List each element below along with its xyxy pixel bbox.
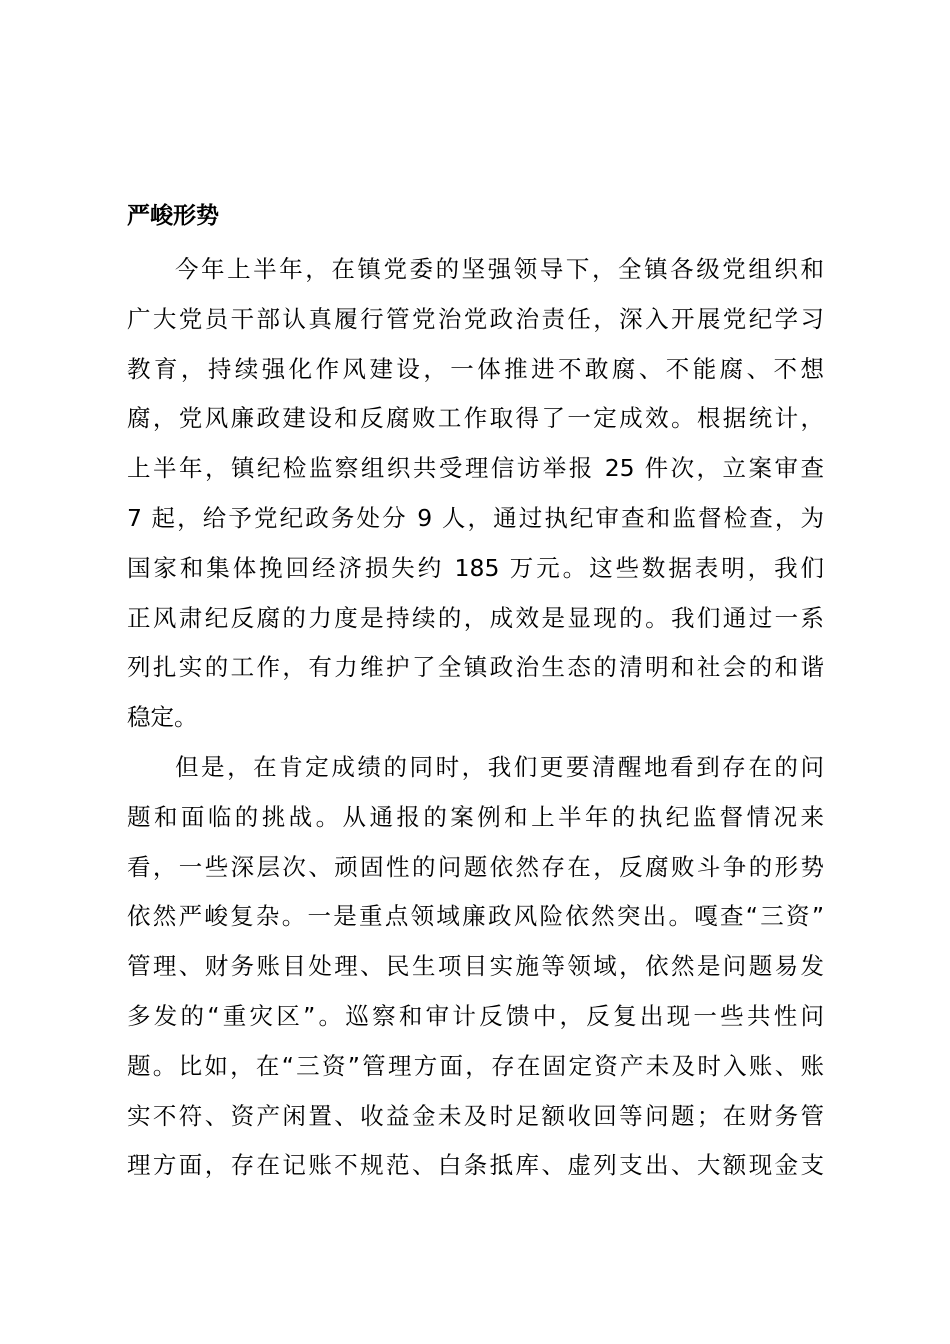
text-line: 教育，持续强化作风建设，一体推进不敢腐、不能腐、不想 [127, 354, 824, 383]
paragraph-1 [127, 245, 824, 743]
text-line: 今年上半年，在镇党委的坚强领导下，全镇各级党组织和 [175, 255, 824, 283]
text-line: 广大党员干部认真履行管党治党政治责任，深入开展党纪学习 [127, 304, 824, 333]
text-line: 管理、财务账目处理、民生项目实施等领域，依然是问题易发 [127, 952, 824, 981]
text-line: 腐，党风廉政建设和反腐败工作取得了一定成效。根据统计， [127, 404, 824, 433]
text-line: 实不符、资产闲置、收益金未及时足额收回等问题；在财务管 [127, 1101, 824, 1130]
paragraph-2 [127, 743, 824, 1191]
text-line: 正风肃纪反腐的力度是持续的，成效是显现的。我们通过一系 [127, 603, 824, 632]
text-line: 题。比如，在“三资”管理方面，存在固定资产未及时入账、账 [127, 1051, 824, 1080]
text-line: 依然严峻复杂。一是重点领域廉政风险依然突出。嘎查“三资” [127, 902, 824, 931]
document-page [127, 196, 824, 1191]
text-line: 多发的“重灾区”。巡察和审计反馈中，反复出现一些共性问 [127, 1001, 824, 1030]
text-line: 国家和集体挽回经济损失约 185 万元。这些数据表明，我们 [127, 553, 824, 582]
text-line: 但是，在肯定成绩的同时，我们更要清醒地看到存在的问 [175, 752, 824, 781]
text-line: 看，一些深层次、顽固性的问题依然存在，反腐败斗争的形势 [127, 852, 824, 881]
text-line: 理方面，存在记账不规范、白条抵库、虚列支出、大额现金支 [127, 1151, 824, 1180]
text-line: 稳定。 [127, 703, 198, 732]
section-heading: 严峻形势 [127, 203, 219, 229]
text-line: 上半年，镇纪检监察组织共受理信访举报 25 件次，立案审查 [127, 454, 824, 483]
text-line: 题和面临的挑战。从通报的案例和上半年的执纪监督情况来 [127, 802, 824, 831]
text-line: 列扎实的工作，有力维护了全镇政治生态的清明和社会的和谐 [127, 653, 824, 682]
text-line: 7 起，给予党纪政务处分 9 人，通过执纪审查和监督检查，为 [127, 503, 824, 532]
